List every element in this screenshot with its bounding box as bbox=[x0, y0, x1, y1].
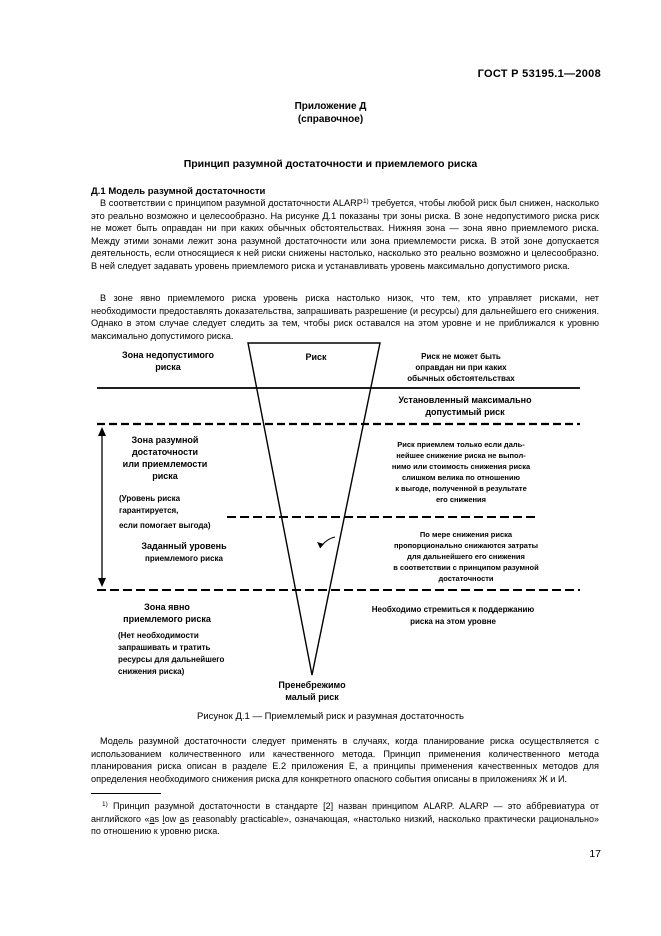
label-reduction-desc-3: для дальнейшего его снижения bbox=[407, 552, 525, 561]
fn-u-a2: a bbox=[179, 813, 185, 824]
label-reduction-desc-4: в соответствии с принципом разумной bbox=[393, 563, 539, 572]
paragraph-3: Модель разумной достаточности следует применять в случаях, когда планирование риска осуществляется с использованием количественного или качественного метода. Принцип применения количественного метода планирования риска описан в разделе Е.2 приложения Е, а принципы применения качественных методов для определения необходимого снижения риска для конкретного опасного события описаны в приложениях Ж и И. bbox=[91, 736, 599, 784]
label-reduction-desc-1: По мере снижения риска bbox=[419, 530, 513, 539]
paragraph-2: В зоне явно приемлемого риска уровень риска настолько низок, что тем, кто управляет рисками, нет необходимости предоставлять доказательства, запрашивать разрешение (и ресурсы) для дальнейшего его снижения. Однако в этом случае следует следить за тем, чтобы риск оставался на этом уровне и не приближался к уровню максимально допустимого риска. bbox=[91, 293, 599, 341]
label-not-justified-3: обычных обстоятельствах bbox=[407, 374, 515, 383]
label-zone-acceptable-2: приемлемого риска bbox=[123, 614, 211, 624]
page-number: 17 bbox=[589, 848, 601, 860]
figure-caption: Рисунок Д.1 — Приемлемый риск и разумная достаточность bbox=[197, 711, 464, 722]
label-zone-alarp-1: Зона разумной bbox=[131, 435, 199, 445]
label-acceptable-note-3: ресурсы для дальнейшего bbox=[118, 655, 225, 664]
label-alarp-note-3: если помогает выгода) bbox=[119, 521, 211, 530]
label-reduction-desc-2: пропорционально снижаются затраты bbox=[393, 541, 539, 550]
appendix-title: Приложение Д bbox=[294, 101, 367, 112]
fn-u-r: r bbox=[192, 813, 196, 824]
footnote-ref: 1) bbox=[362, 198, 369, 205]
label-acceptable-note-1: (Нет необходимости bbox=[118, 631, 199, 640]
label-alarp-desc-2: нейшее снижение риска не выпол- bbox=[396, 451, 526, 460]
paragraph-1-a: В соответствии с принципом разумной достаточности ALARP bbox=[100, 198, 363, 208]
footnote bbox=[91, 800, 599, 838]
label-target-level-2: приемлемого риска bbox=[145, 554, 223, 563]
label-negligible-1: Пренебрежимо bbox=[278, 680, 346, 690]
fn-u-l: l bbox=[162, 813, 165, 824]
label-risk: Риск bbox=[305, 352, 327, 362]
label-not-justified-1: Риск не может быть bbox=[421, 352, 501, 361]
label-zone-unacceptable-1: Зона недопустимого bbox=[121, 350, 215, 360]
label-maintain-1: Необходимо стремиться к поддержанию bbox=[371, 605, 535, 614]
label-not-justified-2: оправдан ни при каких bbox=[415, 363, 507, 372]
label-alarp-desc-1: Риск приемлем только если даль- bbox=[397, 440, 525, 449]
label-alarp-desc-3: нимо или стоимость снижения риска bbox=[391, 462, 531, 471]
risk-triangle bbox=[248, 343, 380, 675]
label-alarp-note-1: (Уровень риска bbox=[119, 494, 181, 503]
label-zone-alarp-3: или приемлемости bbox=[122, 459, 208, 469]
label-zone-unacceptable-2: риска bbox=[155, 362, 181, 372]
paragraph-1-b: требуется, чтобы любой риск был снижен, насколько это реально возможно и целесообразно. На рисунке Д.1 показаны три зоны риска. В зоне недопустимого риска риск не может быть оправдан ни при каких обычных обстоятельствах. Нижняя зона — зона явно приемлемого риска. Между этими зонами лежит зона разумной достаточности или зона приемлемости риска. В этой зоне допускается деятельность, если относящиеся к ней риски снижены настолько, насколько это реально возможно и целесообразно. В ней следует задавать уровень приемлемого риска и устанавливать уровень максимально допустимого риска. bbox=[91, 198, 599, 271]
label-zone-alarp-4: риска bbox=[152, 471, 178, 481]
fn-u-a: a bbox=[149, 813, 155, 824]
label-max-level-2: допустимый риск bbox=[425, 407, 505, 417]
label-target-level-1: Заданный уровень bbox=[141, 541, 227, 551]
fn-u-p: p bbox=[240, 813, 246, 824]
page-title: Принцип разумной достаточности и приемлемого риска bbox=[183, 158, 478, 170]
label-alarp-desc-6: его снижения bbox=[435, 495, 487, 504]
reduction-arrow-head-icon bbox=[317, 542, 324, 548]
fn-s2: s bbox=[184, 813, 193, 824]
doc-header: ГОСТ Р 53195.1—2008 bbox=[477, 68, 601, 80]
label-negligible-2: малый риск bbox=[285, 692, 339, 702]
label-acceptable-note-4: снижения риска) bbox=[118, 667, 185, 676]
risk-figure bbox=[0, 338, 661, 710]
label-alarp-note-2: гарантируется, bbox=[119, 506, 179, 515]
label-alarp-desc-5: к выгоде, полученной в результате bbox=[395, 484, 527, 493]
fn-racticable: racticable bbox=[245, 813, 284, 824]
label-alarp-desc-4: слишком велика по отношению bbox=[402, 473, 520, 482]
footnote-text-2: », означающая, «настолько низкий, насколько практически рационально» по отношению к уровню риска. bbox=[91, 813, 599, 837]
label-maintain-2: риска на этом уровне bbox=[410, 617, 496, 626]
label-zone-alarp-2: достаточности bbox=[131, 447, 199, 457]
label-max-level-1: Установленный максимально bbox=[398, 395, 532, 405]
section-heading: Д.1 Модель разумной достаточности bbox=[91, 186, 266, 197]
footnote-text-1: Принцип разумной достаточности в стандарте [2] назван принципом ALARP. ALARP — это аббревиатура от английского « bbox=[91, 801, 599, 824]
fn-ow: ow bbox=[164, 813, 180, 824]
bracket-arrow-down-icon bbox=[98, 578, 106, 587]
fn-s: s bbox=[154, 813, 163, 824]
label-zone-acceptable-1: Зона явно bbox=[144, 602, 190, 612]
reduction-arrow bbox=[320, 537, 335, 548]
paragraph-1 bbox=[91, 197, 599, 273]
appendix-subtitle: (справочное) bbox=[297, 114, 364, 125]
fn-easonably: easonably bbox=[195, 813, 241, 824]
appendix-heading bbox=[0, 100, 661, 126]
footnote-divider bbox=[91, 793, 161, 794]
bracket-arrow-up-icon bbox=[98, 427, 106, 436]
footnote-mark: 1) bbox=[102, 801, 108, 808]
label-acceptable-note-2: запрашивать и тратить bbox=[118, 643, 211, 652]
label-reduction-desc-5: достаточности bbox=[438, 574, 494, 583]
